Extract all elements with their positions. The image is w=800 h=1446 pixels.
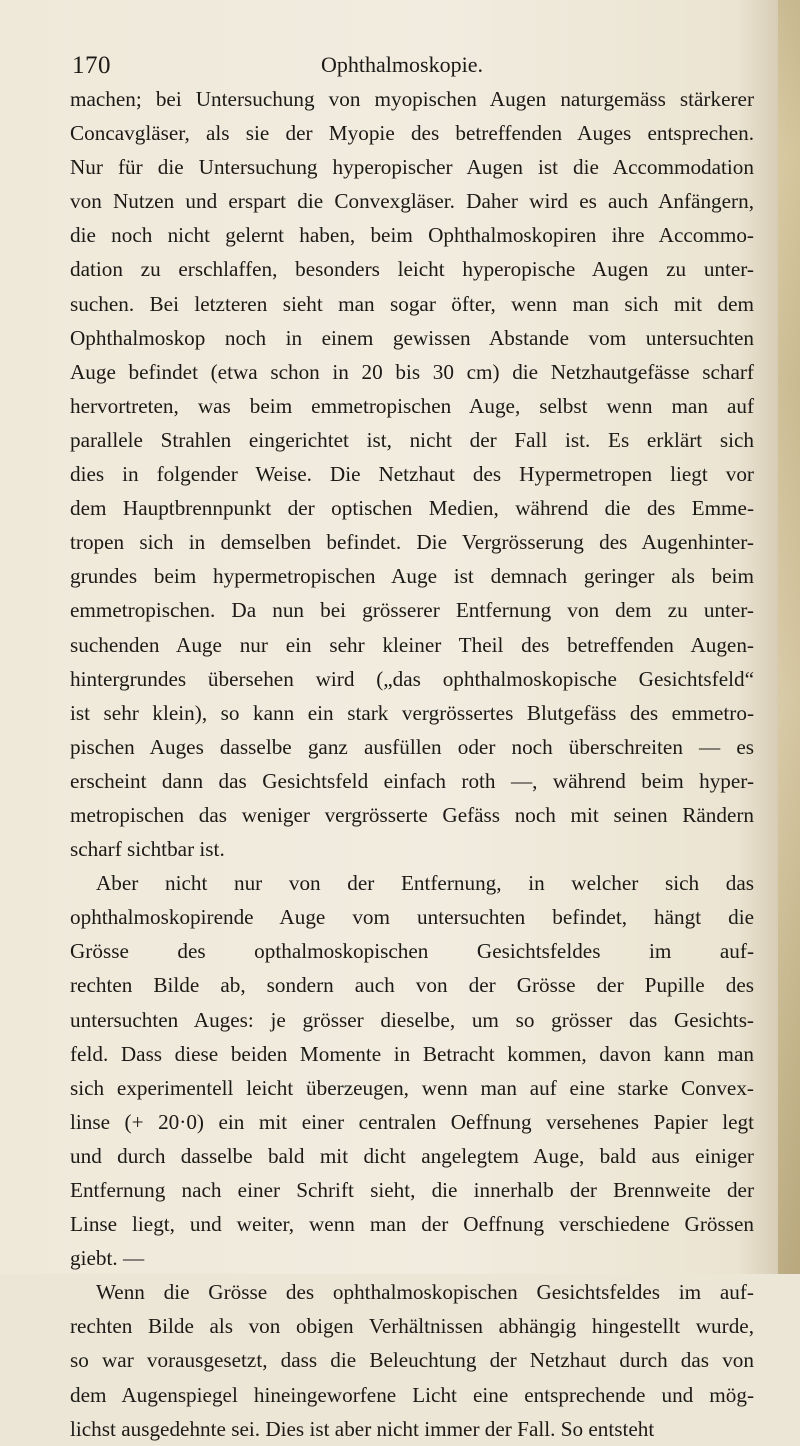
text-line: hervortreten, was beim emmetropischen Auge, selbst wenn man auf (70, 393, 754, 418)
text-line: grundes beim hypermetropischen Auge ist demnach geringer als beim (70, 564, 754, 589)
text-line: dem Hauptbrennpunkt der optischen Medien, während die des Emme- (70, 496, 754, 521)
text-line: Nur für die Untersuchung hyperopischer Augen ist die Accommodation (70, 155, 754, 180)
text-line: Wenn die Grösse des ophthalmoskopischen Gesichtsfeldes im auf- (96, 1280, 754, 1305)
text-line: die noch nicht gelernt haben, beim Ophthalmoskopiren ihre Accommo- (70, 223, 754, 248)
text-line: Auge befindet (etwa schon in 20 bis 30 cm) die Netzhautgefässe scharf (70, 359, 754, 384)
text-line: ophthalmoskopirende Auge vom untersuchten befindet, hängt die (70, 905, 754, 930)
text-line: Linse liegt, und weiter, wenn man der Oeffnung verschiedene Grössen (70, 1212, 754, 1237)
text-line: Concavgläser, als sie der Myopie des betreffenden Auges entsprechen. (70, 121, 754, 146)
text-line: metropischen das weniger vergrösserte Gefäss noch mit seinen Rändern (70, 802, 754, 827)
text-line: feld. Dass diese beiden Momente in Betracht kommen, davon kann man (70, 1041, 754, 1066)
text-line: parallele Strahlen eingerichtet ist, nicht der Fall ist. Es erklärt sich (70, 427, 754, 452)
text-line: Aber nicht nur von der Entfernung, in welcher sich das (96, 871, 754, 896)
text-line: und durch dasselbe bald mit dicht angelegtem Auge, bald aus einiger (70, 1143, 754, 1168)
text-line: Ophthalmoskop noch in einem gewissen Abstande vom untersuchten (70, 325, 754, 350)
text-line: suchen. Bei letzteren sieht man sogar öfter, wenn man sich mit dem (70, 291, 754, 316)
text-line: rechten Bilde ab, sondern auch von der Grösse der Pupille des (70, 973, 754, 998)
text-line: dem Augenspiegel hineingeworfene Licht eine entsprechende und mög- (70, 1382, 754, 1407)
text-line: scharf sichtbar ist. (70, 837, 225, 862)
text-line: dies in folgender Weise. Die Netzhaut des Hypermetropen liegt vor (70, 462, 754, 487)
text-line: untersuchten Auges: je grösser dieselbe, um so grösser das Gesichts- (70, 1007, 754, 1032)
text-line: dation zu erschlaffen, besonders leicht hyperopische Augen zu unter- (70, 257, 754, 282)
text-line: von Nutzen und erspart die Convexgläser. Daher wird es auch Anfängern, (70, 189, 754, 214)
text-line: lichst ausgedehnte sei. Dies ist aber nicht immer der Fall. So entsteht (70, 1416, 655, 1441)
text-line: Entfernung nach einer Schrift sieht, die innerhalb der Brennweite der (70, 1178, 754, 1202)
running-title: Ophthalmoskopie. (321, 52, 483, 77)
text-line: emmetropischen. Da nun bei grösserer Entfernung von dem zu unter- (70, 598, 754, 623)
text-line: linse (+ 20·0) ein mit einer centralen Oeffnung versehenes Papier legt (70, 1109, 754, 1134)
text-line: machen; bei Untersuchung von myopischen Augen naturgemäss stärkerer (70, 87, 754, 111)
text-line: ist sehr klein), so kann ein stark vergrössertes Blutgefäss des emmetro- (70, 700, 754, 725)
text-line: rechten Bilde als von obigen Verhältnissen abhängig hingestellt wurde, (70, 1314, 754, 1339)
text-line: sich experimentell leicht überzeugen, wenn man auf eine starke Convex- (70, 1075, 754, 1100)
text-line: suchenden Auge nur ein sehr kleiner Theil des betreffenden Augen- (70, 632, 754, 657)
text-line: Grösse des opthalmoskopischen Gesichtsfeldes im auf- (70, 939, 754, 964)
text-line: giebt. — (70, 1246, 145, 1271)
page-edge (778, 0, 800, 1274)
text-line: tropen sich in demselben befindet. Die Vergrösserung des Augenhinter- (70, 530, 754, 555)
text-line: hintergrundes übersehen wird („das ophthalmoskopische Gesichtsfeld“ (70, 666, 754, 691)
text-line: erscheint dann das Gesichtsfeld einfach roth —, während beim hyper- (70, 768, 754, 793)
page-number: 170 (72, 52, 111, 79)
text-line: pischen Auges dasselbe ganz ausfüllen oder noch überschreiten — es (70, 734, 754, 759)
text-line: so war vorausgesetzt, dass die Beleuchtung der Netzhaut durch das von (70, 1348, 754, 1373)
body-text (70, 82, 754, 1446)
